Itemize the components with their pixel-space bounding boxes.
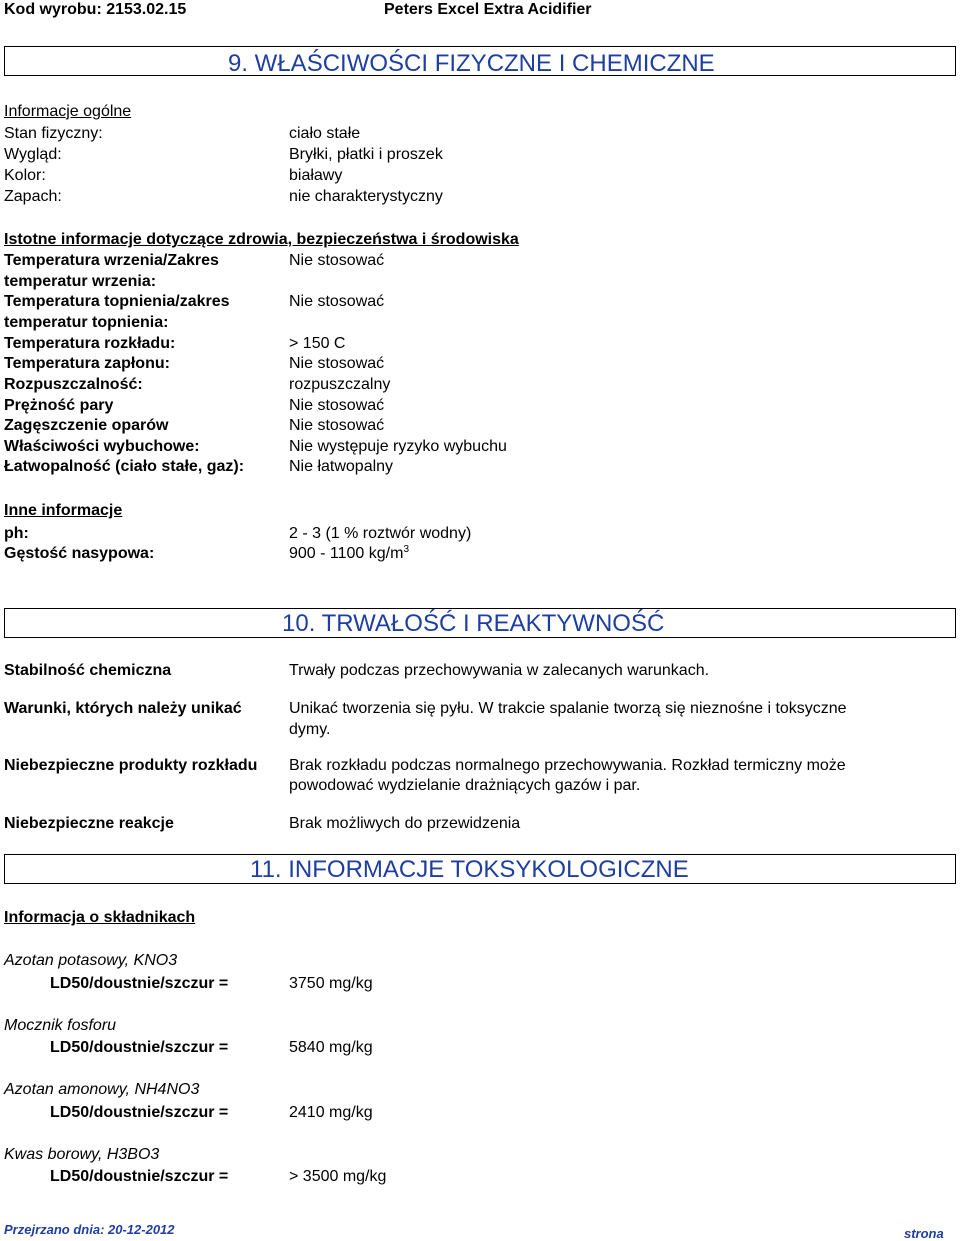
appearance-value: Bryłki, płatki i proszek: [289, 146, 443, 163]
bulk-density-unit-superscript: 3: [403, 544, 409, 555]
appearance-label: Wygląd:: [4, 146, 62, 163]
boiling-point-value: Nie stosować: [289, 252, 385, 269]
vapor-pressure-value: Nie stosować: [289, 397, 385, 414]
vapor-pressure-label: Prężność pary: [4, 397, 114, 414]
hazardous-decomposition-value-line2: powodować wydzielanie drażniących gazów i par.: [289, 777, 641, 794]
conditions-to-avoid-value: Unikać tworzenia się pyłu. W trakcie spalanie tworzą się nieznośne i toksyczne: [289, 700, 847, 717]
component-info-heading: Informacja o składnikach: [4, 909, 196, 926]
melting-point-label-line2: temperatur topnienia:: [4, 314, 169, 331]
conditions-to-avoid-label: Warunki, których należy unikać: [4, 700, 242, 717]
section-10-title: 10. TRWAŁOŚĆ I REAKTYWNOŚĆ: [282, 610, 665, 637]
odor-label: Zapach:: [4, 188, 62, 205]
page-label: strona: [904, 1226, 944, 1241]
boiling-point-label-line2: temperatur wrzenia:: [4, 273, 157, 290]
flammability-value: Nie łatwopalny: [289, 458, 394, 475]
section-11-title: 11. INFORMACJE TOKSYKOLOGICZNE: [250, 856, 689, 883]
general-info-heading: Informacje ogólne: [4, 103, 132, 120]
component-name: Mocznik fosforu: [4, 1017, 117, 1034]
flash-point-label: Temperatura zapłonu:: [4, 355, 170, 372]
component-name: Kwas borowy, H3BO3: [4, 1146, 160, 1163]
ph-label: ph:: [4, 525, 29, 542]
hazardous-reactions-value: Brak możliwych do przewidzenia: [289, 815, 521, 832]
vapor-density-value: Nie stosować: [289, 417, 385, 434]
ld50-label: LD50/doustnie/szczur =: [50, 1039, 229, 1056]
bulk-density-value: 900 - 1100 $kg/m^3$: [289, 544, 409, 562]
explosive-properties-value: Nie występuje ryzyko wybuchu: [289, 438, 507, 455]
ld50-value: 5840 mg/kg: [289, 1039, 373, 1056]
solubility-label: Rozpuszczalność:: [4, 376, 143, 393]
hazardous-reactions-label: Niebezpieczne reakcje: [4, 815, 174, 832]
chemical-stability-label: Stabilność chemiczna: [4, 662, 172, 679]
melting-point-value: Nie stosować: [289, 293, 385, 310]
boiling-point-label: Temperatura wrzenia/Zakres: [4, 252, 219, 269]
other-info-heading: Inne informacje: [4, 502, 123, 519]
conditions-to-avoid-value-line2: dymy.: [289, 721, 331, 738]
section-9-title: 9. WŁAŚCIWOŚCI FIZYCZNE I CHEMICZNE: [228, 50, 715, 77]
hazardous-decomposition-value: Brak rozkładu podczas normalnego przechowywania. Rozkład termiczny może: [289, 757, 846, 774]
decomposition-temp-value: > 150 C: [289, 335, 346, 352]
ld50-value: 2410 mg/kg: [289, 1104, 373, 1121]
vapor-density-label: Zagęszczenie oparów: [4, 417, 169, 434]
important-info-heading: Istotne informacje dotyczące zdrowia, bezpieczeństwa i środowiska: [4, 231, 519, 248]
chemical-stability-value: Trwały podczas przechowywania w zalecanych warunkach.: [289, 662, 710, 679]
physical-state-label: Stan fizyczny:: [4, 125, 103, 142]
product-name: Peters Excel Extra Acidifier: [384, 1, 592, 18]
color-label: Kolor:: [4, 167, 46, 184]
ld50-label: LD50/doustnie/szczur =: [50, 1104, 229, 1121]
component-name: Azotan potasowy, KNO3: [4, 952, 178, 969]
hazardous-decomposition-label: Niebezpieczne produkty rozkładu: [4, 757, 258, 774]
explosive-properties-label: Właściwości wybuchowe:: [4, 438, 200, 455]
ld50-label: LD50/doustnie/szczur =: [50, 1168, 229, 1185]
product-code: Kod wyrobu: 2153.02.15: [4, 1, 187, 18]
decomposition-temp-label: Temperatura rozkładu:: [4, 335, 176, 352]
ph-value: 2 - 3 (1 % roztwór wodny): [289, 525, 472, 542]
ld50-value: 3750 mg/kg: [289, 975, 373, 992]
flash-point-value: Nie stosować: [289, 355, 385, 372]
solubility-value: rozpuszczalny: [289, 376, 391, 393]
revision-date: Przejrzano dnia: 20-12-2012: [4, 1222, 175, 1237]
bulk-density-label: Gęstość nasypowa:: [4, 545, 155, 562]
ld50-value: > 3500 mg/kg: [289, 1168, 387, 1185]
ld50-label: LD50/doustnie/szczur =: [50, 975, 229, 992]
color-value: białawy: [289, 167, 343, 184]
melting-point-label: Temperatura topnienia/zakres: [4, 293, 230, 310]
component-name: Azotan amonowy, NH4NO3: [4, 1081, 200, 1098]
flammability-label: Łatwopalność (ciało stałe, gaz):: [4, 458, 245, 475]
odor-value: nie charakterystyczny: [289, 188, 443, 205]
physical-state-value: ciało stałe: [289, 125, 361, 142]
